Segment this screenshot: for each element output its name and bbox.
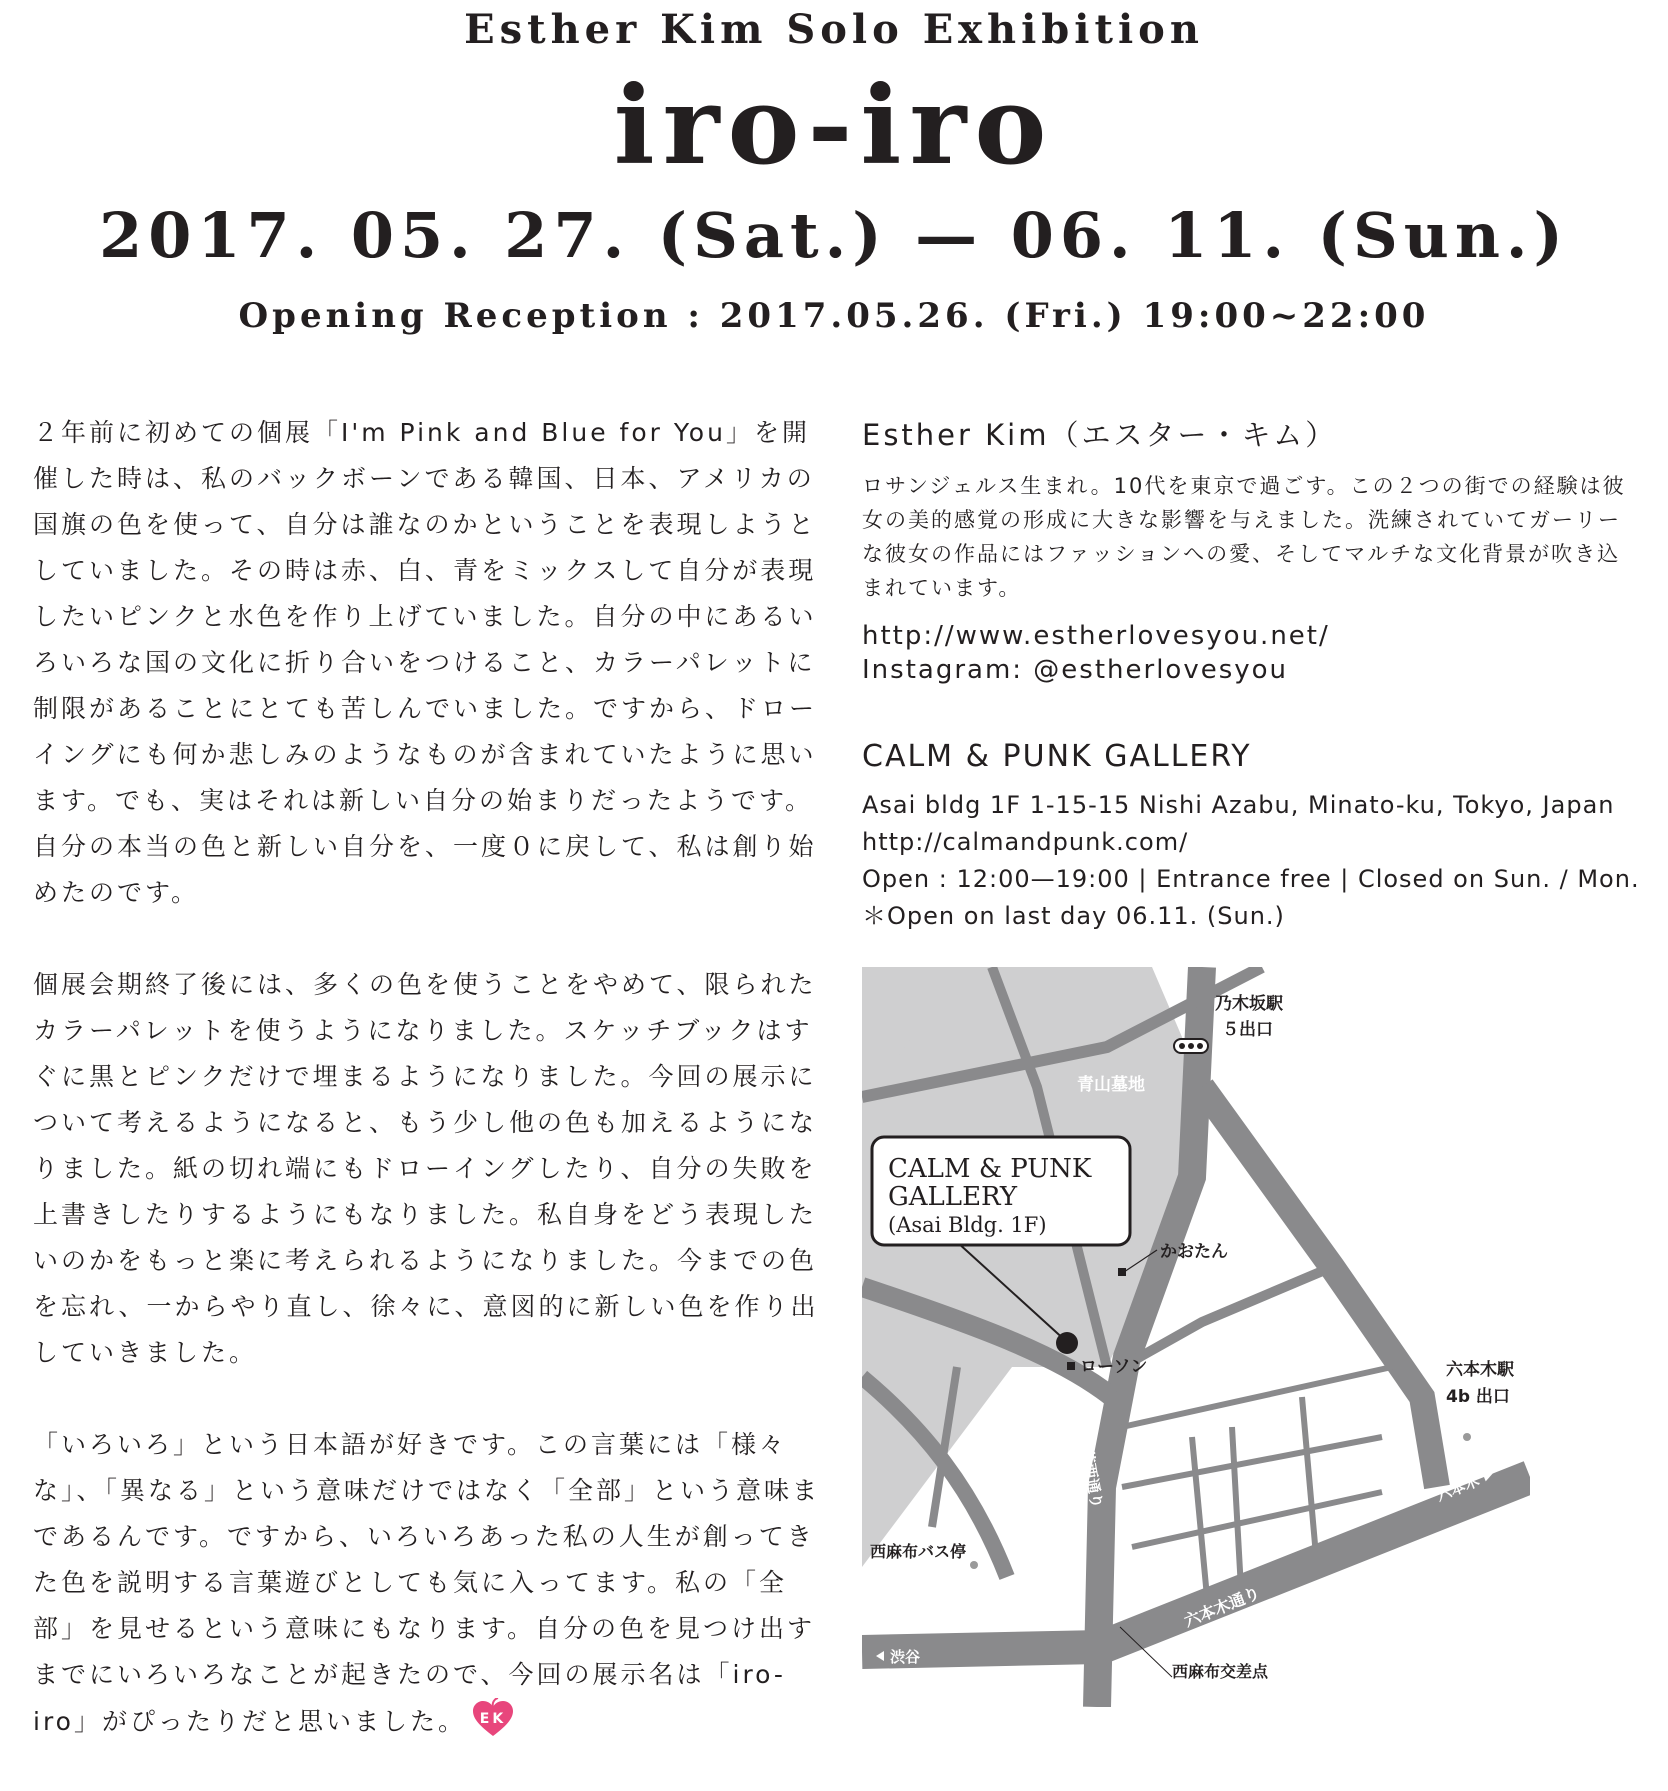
exhibition-title: iro-iro (613, 63, 1055, 189)
opening-reception: Opening Reception : 2017.05.26. (Fri.) 19:00~22:00 (238, 296, 1430, 336)
heart-logo-icon (470, 1698, 516, 1738)
artist-website-link[interactable]: http://www.estherlovesyou.net/ (862, 621, 1330, 651)
callout-line-3: (Asai Bldg. 1F) (888, 1213, 1047, 1237)
bus-stop-icon (970, 1561, 978, 1569)
exhibition-subtitle: Esther Kim Solo Exhibition (464, 6, 1204, 53)
label-nishiazabu-bus: 西麻布バス停 (870, 1542, 967, 1561)
info-column (862, 415, 1642, 935)
label-roppongi-arrow: 六本木 (1433, 1471, 1483, 1506)
gallery-hours: Open : 12:00—19:00 | Entrance free | Closed on Sun. / Mon. (862, 865, 1640, 893)
artist-name: Esther Kim（エスター・キム） (862, 418, 1338, 452)
access-map-svg (862, 967, 1530, 1707)
label-lawson: ローソン (1080, 1357, 1148, 1377)
lawson-marker-icon (1067, 1362, 1075, 1370)
gallery-note: ＊Open on last day 06.11. (Sun.) (862, 902, 1285, 930)
label-nishiazabu-crossing: 西麻布交差点 (1172, 1662, 1269, 1681)
exhibition-dates: 2017. 05. 27. (Sat.) — 06. 11. (Sun.) (99, 199, 1569, 272)
artist-statement (33, 410, 823, 1791)
access-map (862, 967, 1530, 1707)
gallery-location-icon[interactable] (1056, 1332, 1078, 1354)
gallery-info (862, 787, 1642, 935)
label-shibuya: 渋谷 (890, 1648, 921, 1666)
artist-bio: ロサンジェルス生まれ。10代を東京で過ごす。この２つの街での経験は彼女の美的感覚の形成に大きな影響を与えました。洗練されていてガーリーな彼女の作品にはファッションへの愛、そしてマルチな文化背景が吹き込まれています。 (862, 474, 1626, 600)
nogizaka-exit-icon (1174, 1039, 1208, 1053)
gallery-url-link[interactable]: http://calmandpunk.com/ (862, 828, 1189, 856)
label-gaien-nishi: 外苑西通り (1075, 1432, 1106, 1510)
roppongi-exit-icon (1463, 1433, 1471, 1441)
label-roppongi-exit: 4b 出口 (1446, 1387, 1510, 1407)
artist-links (862, 619, 1642, 687)
callout-line-1: CALM & PUNK (888, 1154, 1092, 1184)
statement-paragraph-1: ２年前に初めての個展「I'm Pink and Blue for You」を開催した時は、私のバックボーンである韓国、日本、アメリカの国旗の色を使って、自分は誰なのかということを表現しようとしていました。その時は赤、白、青をミックスして自分が表現したいピンクと水色を作り上げていました。自分の中にあるいろいろな国の文化に折り合いをつけること、カラーパレットに制限があることにとても苦しんでいました。ですから、ドローイングにも何か悲しみのようなものが含まれていたように思います。でも、実はそれは新しい自分の始まりだったようです。自分の本当の色と新しい自分を、一度０に戻して、私は創り始めたのです。 (33, 418, 818, 907)
svg-text:EK: EK (479, 1711, 507, 1727)
label-nogizaka-exit: ５出口 (1222, 1020, 1273, 1040)
artist-instagram-link[interactable]: Instagram: @estherlovesyou (862, 655, 1289, 685)
gallery-address: Asai bldg 1F 1-15-15 Nishi Azabu, Minato-ku, Tokyo, Japan (862, 791, 1615, 819)
callout-line-2: GALLERY (888, 1182, 1017, 1212)
label-roppongi-dori: 六本木通り (1181, 1583, 1263, 1631)
statement-paragraph-3-text: 「いろいろ」という日本語が好きです。この言葉には「様々な」、「異なる」という意味だけではなく「全部」という意味まであるんです。ですから、いろいろあった私の人生が創ってきた色を説明する言葉遊びとしても気に入ってます。私の「全部」を見せるという意味にもなります。自分の色を見つけ出すまでにいろいろなことが起きたので、今回の展示名は「iro-iro」がぴったりだと思いました。 (33, 1430, 821, 1736)
label-kaotan: かおたん (1160, 1242, 1228, 1262)
label-roppongi-station: 六本木駅 (1446, 1360, 1514, 1380)
label-cemetery: 青山墓地 (1077, 1075, 1145, 1095)
statement-paragraph-3 (33, 1422, 823, 1745)
label-nogizaka-station: 乃木坂駅 (1215, 994, 1283, 1014)
gallery-name: CALM & PUNK GALLERY (862, 739, 1252, 774)
statement-paragraph-2: 個展会期終了後には、多くの色を使うことをやめて、限られたカラーパレットを使うようになりました。スケッチブックはすぐに黒とピンクだけで埋まるようになりました。今回の展示について考えるようになると、もう少し他の色も加えるようになりました。紙の切れ端にもドローイングしたり、自分の失敗を上書きしたりするようにもなりました。私自身をどう表現したいのかをもっと楽に考えられるようになりました。今までの色を忘れ、一からやり直し、徐々に、意図的に新しい色を作り出していきました。 (33, 970, 819, 1367)
